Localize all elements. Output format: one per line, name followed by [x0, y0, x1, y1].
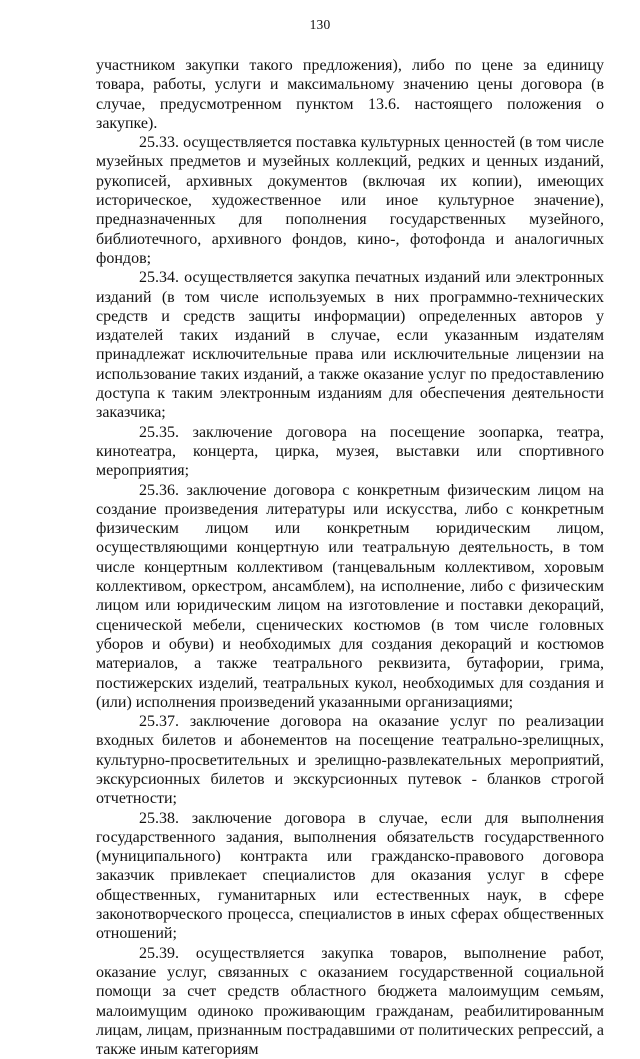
paragraph-25-37: 25.37. заключение договора на оказание услуг по реализации входных билетов и абонементов на посещение театрально-зрелищных, культурно-просветительных и зрелищно-развлекательных мероприятий, экскурсионных билетов и экскурсионных путевок - бланков строгой отчетности; [96, 713, 604, 808]
paragraph-25-36: 25.36. заключение договора с конкретным физическим лицом на создание произведения литературы или искусства, либо с конкретным физическим лицом или конкретным юридическим лицом, осуществляющими концертную или театральную деятельность, в том числе концертным коллективом (танцевальным коллективом, хоровым коллективом, оркестром, ансамблем), на исполнение, либо с физическим лицом или юридическим лицом на изготовление и поставки декораций, сценической мебели, сценических костюмов (в том числе головных уборов и обуви) и необходимых для создания декораций и костюмов материалов, а также театрального реквизита, бутафории, грима, постижерских изделий, театральных кукол, необходимых для создания и (или) исполнения произведений указанными организациями; [96, 481, 604, 711]
paragraph-25-35: 25.35. заключение договора на посещение зоопарка, театра, кинотеатра, концерта, цирка, музея, выставки или спортивного мероприятия; [96, 423, 604, 480]
document-body [96, 56, 604, 1059]
paragraph-25-38: 25.38. заключение договора в случае, если для выполнения государственного задания, выполнения обязательств государственного (муниципального) контракта или гражданско-правового договора заказчик привлекает специалистов для оказания услуг в сфере общественных, гуманитарных или естественных наук, в сфере законотворческого процесса, специалистов в иных сферах общественных отношений; [96, 809, 604, 943]
page-number: 130 [309, 17, 331, 32]
paragraph-continuation: участником закупки такого предложения), либо по цене за единицу товара, работы, услуги и максимальному значению цены договора (в случае, предусмотренном пунктом 13.6. настоящего положения о закупке). [96, 57, 604, 132]
paragraph-25-34: 25.34. осуществляется закупка печатных изданий или электронных изданий (в том числе используемых в них программно-технических средств и средств защиты информации) определенных авторов у издателей таких изданий в случае, если указанным издателям принадлежат исключительные права или исключительные лицензии на использование таких изданий, а также оказание услуг по предоставлению доступа к таким электронным изданиям для обеспечения деятельности заказчика; [96, 269, 604, 422]
paragraph-25-33: 25.33. осуществляется поставка культурных ценностей (в том числе музейных предметов и музейных коллекций, редких и ценных изданий, рукописей, архивных документов (включая их копии), имеющих историческое, художественное или иное культурное значение), предназначенных для пополнения государственных музейного, библиотечного, архивного фондов, кино-, фотофонда и аналогичных фондов; [96, 134, 604, 267]
paragraph-25-39: 25.39. осуществляется закупка товаров, выполнение работ, оказание услуг, связанных с оказанием государственной социальной помощи за счет средств областного бюджета малоимущим семьям, малоимущим одиноко проживающим гражданам, реабилитированным лицам, лицам, признанным пострадавшими от политических репрессий, а также иным категориям [96, 944, 604, 1059]
